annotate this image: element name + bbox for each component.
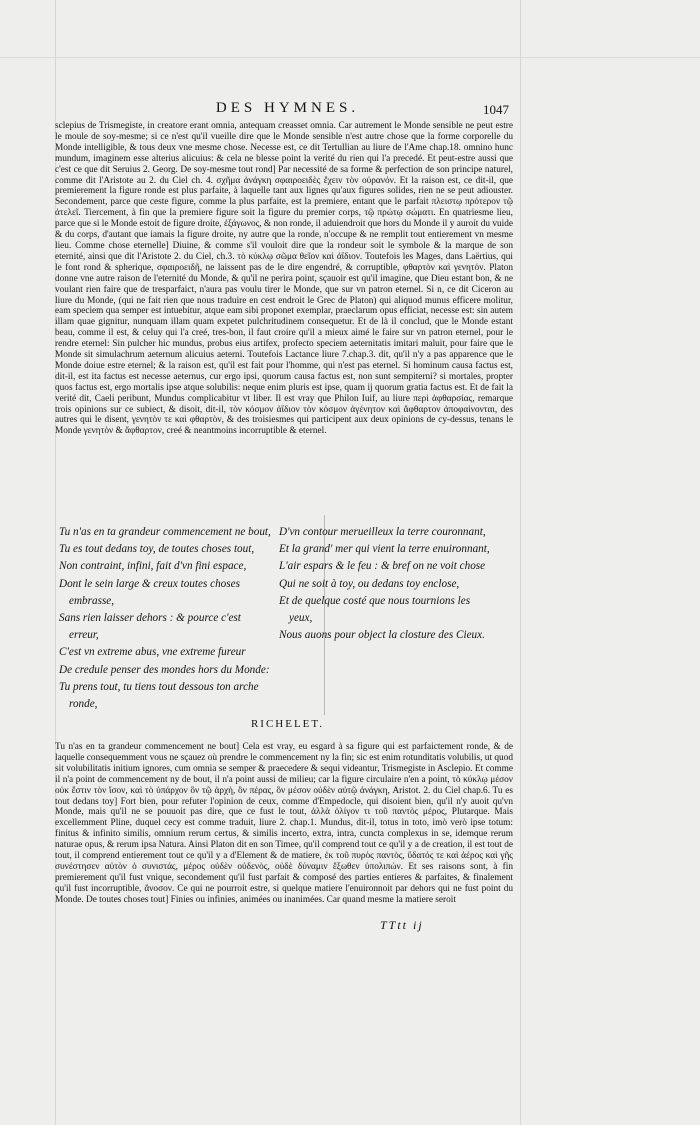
commentary-paragraph: Tu n'as en ta grandeur commencement ne bout] Cela est vray, eu esgard à sa figure qui est parfaictement ronde, & de laquelle consequemment vous ne sçauez où prendre le commencement ny la fin; sic est enim rotunditatis volubilis, ut quod sit volubilitatis initium ignores, cum omnia se semper & praecedere & sequi videantur, Trismegiste in Asclepio. Et comme il n'a point de commencement ny de bout, il n'a point aussi de milieu; car la figure circulaire n'en a point, τὸ κύκλῳ μέσον οὐκ ἔστιν τὸν ἴσον, καὶ τὸ ὑπάρχον ὃν τῷ ἀρχὴ, ὃν πέρας, ὃν μέσον οὐδὲν αὐτῷ ἀνάγκη, Aristot. 2. du Ciel chap.6. Tu es tout dedans toy] Fort bien, pour refuter l'opinion de ceux, comme d'Empedocle, qui disoient bien, qu'il n'y auoit qu'vn Monde, mais qu'il ne se pouuoit pas dire, que ce fust le tout, ἀλλὰ ὀλίγον τι τοῦ παντὸς μέρος, Plutarque. Mais excellemment Pline, duquel cecy est comme traduit, liure 2. chap.1. Mundus, dit-il, totus in toto, imò verò ipse totum: finitus & infinito similis, omnium rerum certus, & similis incerto, extra, intra, cuncta complexus in se, idemque rerum naturae opus, & rerum ipsa Natura. Ainsi Platon dit en son Timee, qu'il comprend tout ce qu'il y a de creation, il est tout de tout, il comprend entierement tout ce qu'il y a d'Element & de matiere, ἐκ τοῦ πυρὸς παντὸς, ὕδατός τε καὶ ἀέρος καὶ γῆς συνέστησεν αὐτὸν ὁ συνιστάς, μέρος οὐδὲν οὐδενὸς, οὐδὲ δύναμιν ἔξωθεν ὑπολιπών. Et ses raisons sont, à fin premierement qu'il fust vnique, secondement qu'il fust parfait & composé des parties entieres & parfaites, & finalement qu'il fust incorruptible, ἄνοσον. Ce qui ne pourroit estre, si quelque matiere l'enuironnoit par dehors qui ne fust point du Monde. De toutes choses tout] Finies ou infinies, animées ou inanimées. Car quand mesme la matiere seroit [55,742,513,905]
verse-line: Tu n'as en ta grandeur commencement ne bout, [59,526,271,538]
verse-line: Nous auons pour object la closture des Cieux. [279,629,485,642]
commentary-bottom [55,742,513,906]
verse-line: De credule penser des mondes hors du Monde: [59,663,270,676]
signature-mark: TTtt ij [380,918,424,932]
verse-line: Sans rien laisser dehors : & pource c'est erreur, [59,612,241,642]
poem-column-left [59,524,271,713]
verse-line: D'vn contour merueilleux la terre couronnant, [279,526,486,538]
margin-guide-top [0,57,700,58]
poem-column-right [279,524,491,644]
verse-line: Et de quelque costé que nous tournions les yeux, [279,594,471,625]
verse-line: C'est vn extreme abus, vne extreme fureur [59,646,246,659]
verse-line: L'air espars & le feu : & bref on ne voit chose [279,560,486,573]
commentary-paragraph: sclepius de Trismegiste, in creatore erant omnia, antequam creasset omnia. Car autrement le Monde sensible ne peut estre le moule de soy-mesme; si ce n'est qu'il vueille dire que le Monde sensible n'est autre chose que la forme corporelle du Monde intelligible, & tous deux vne mesme chose. Necesse est, ce dit Tertullian au liure de l'Ame chap.18. omnino hunc mundum, imaginem esse alterius alicuius: & cela ne blesse point la verité du rien qui l'a precedé. Et peut-estre aussi que c'est ce que dit Seruius 2. Georg. De soy-mesme tout rond] Par necessité de sa forme & perfection de son principe naturel, comme dit l'Aristote au 2. du Ciel ch. 4. σχῆμα ἀνάγκη σφαιροειδὲς ἔχειν τὸν οὐρανόν. Et la raison est, ce dit-il, que premierement la figure ronde est plus parfaite, à laquelle tant aux lignes qu'aux figures solides, rien ne se peut adiouster. Secondement, parce que ceste figure, comme la plus parfaite, est la premiere, entant que le parfait πλειστῳ πρότερον τῷ ἀτελεῖ. Tiercement, à fin que la premiere figure soit la figure du premier corps, τῷ πρώτῳ σώματι. En quatriesme lieu, parce que si le Monde estoit de figure droite, ἐξάγωνος, & non ronde, il aduiendroit que hors du Monde il y auroit du vuide & du corps, d'autant que iamais la figure droite, ny autre que la ronde, n'occupe & ne remplit tout entierement vn mesme lieu. Comme chose eternelle] Diuine, & comme s'il vouloit dire que la rondeur soit le symbole & la marque de son eternité, ainsi que dit l'Aristote 2. du Ciel, ch.3. τὸ κύκλῳ σῶμα θεῖον καὶ ἀΐδιον. Toutefois les Mages, dans Laërtius, qui le font rond & spherique, σφαιροειδῆ, ne laissent pas de le dire engendré, & corruptible, φθαρτὸν καὶ γενητόν. Platon donne vne autre raison de l'eternité du Monde, & qu'il ne perira point, sçauoir est qu'il imagine, que Dieu estant bon, & ne voulant rien faire que de tresparfaict, n'aura pas voulu tirer le Monde, que sur vn patron eternel. Si n, ce dit Ciceron au liure du Monde, (qui ne fait rien que nous traduire en cest endroit le Grec de Platon) qui aliquod munus efficere molitur, eam speciem qua semper est intuebitur, atque eam sibi proponet exemplar, praeclarum opus efficiat, necesse est: sin autem illam quae gignitur, nunquam illam quam expetet pulchritudinem consequetur. Et de là il conclud, que le Monde estant beau, comme il est, & celuy qui l'a creé, tres-bon, il faut croire qu'il a mieux aimé le faire sur vn patron eternel, pour le rendre eternel: Sin pulcher hic mundus, probus eius artifex, profecto speciem aeternitatis imitari maluit, pour faire que le Monde sit simulachrum aeternum alicuius aeterni. Toutefois Lactance liure 7.chap.3. dit, qu'il n'y a pas apparence que le Monde doiue estre eternel; & la raison est, qu'il est fait pour l'homme, qui n'est pas eternel. Si hominum causa factus est, dit-il, est ita factus est necesse aeternus, cur ergo ipsi, quorum causa factus est, non sunt sempiterni? si mortales, propter quos factus est, ergo mortalis ipse atque solubilis: neque enim pluris est ipse, quam ij quorum gratia factus est. Et de fait la verité dit, Caeli peribunt, Mundus complicabitur vt liber. Il est vray que Philon Iuif, au liure περὶ ἀφθαρσίας, remarque trois opinions sur ce subiect, & disoit, dit-il, τὸν κόσμον ἀΐδιον τὸν κόσμον ἀγένητον καὶ ἄφθαρτον ἀποφαίνονται, des autres qui le disent, γενητὸν τε καὶ φθαρτὸν, & des troisiesmes qui participent aux deux opinions de cy-dessus, tenans le Monde γενητὸν & ἄφθαρτον, creé & neantmoins incorruptible & eternel. [55,121,513,437]
verse-line: Et la grand' mer qui vient la terre enuironnant, [279,543,490,556]
verse-line: Non contraint, infini, fait d'vn fini espace, [59,560,247,573]
author-heading: RICHELET. [250,718,325,730]
margin-guide-right [520,0,521,1125]
verse-line: Qui ne soit à toy, ou dedans toy enclose, [279,577,460,590]
running-title: DES HYMNES. [215,100,360,116]
verse-line: Tu prens tout, tu tiens tout dessous ton arche ronde, [59,680,259,711]
commentary-top [55,121,513,437]
verse-line: Tu es tout dedans toy, de toutes choses tout, [59,543,255,556]
page-number: 1047 [483,102,509,117]
verse-line: Dont le sein large & creux toutes choses embrasse, [59,577,240,607]
